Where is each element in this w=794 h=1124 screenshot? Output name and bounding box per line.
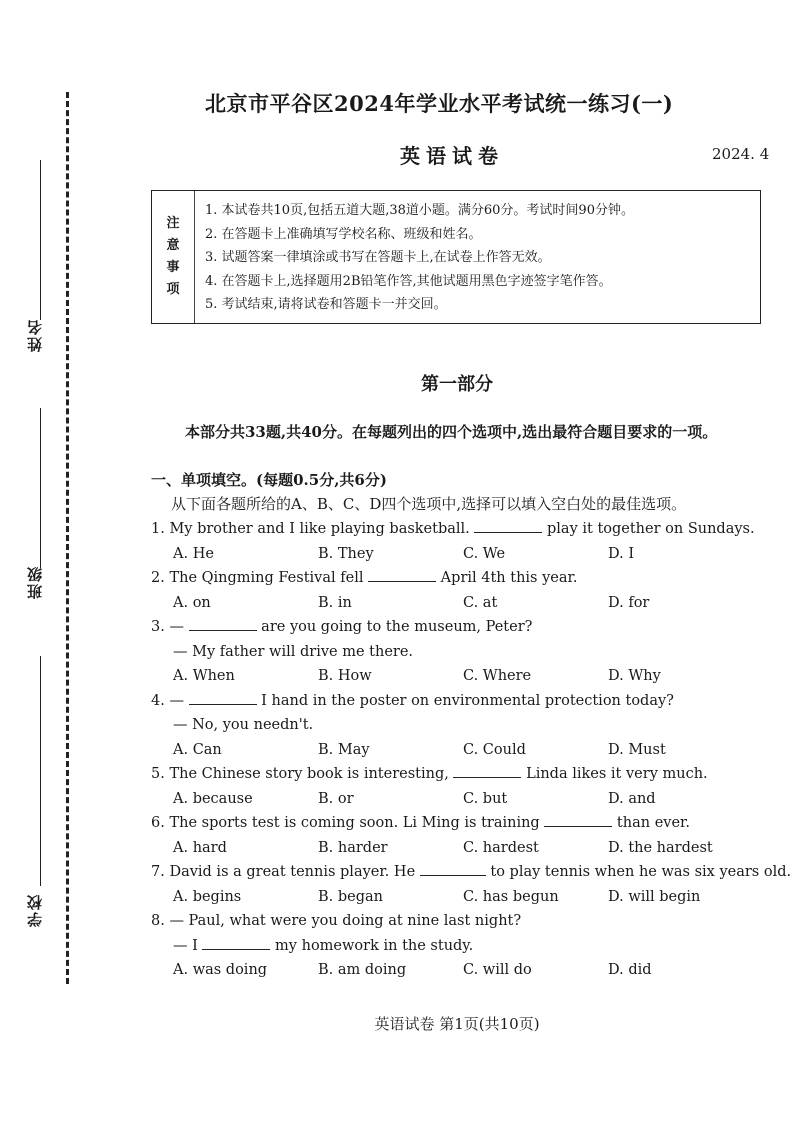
name-label: 姓名: [26, 318, 44, 352]
answer-option: A. was doing: [173, 962, 268, 978]
question-text: 5. The Chinese story book is interesting,: [151, 766, 454, 782]
answer-option: B. began: [318, 888, 384, 905]
option-row: [151, 664, 771, 689]
question-text: 6. The sports test is coming soon. Li Ming is training: [151, 815, 545, 831]
option-row: [151, 738, 771, 763]
question-text: 4. —: [151, 692, 189, 709]
answer-option: C. Could: [463, 741, 526, 758]
answer-blank: [189, 618, 257, 631]
answer-option: D. and: [608, 790, 656, 807]
answer-option: C. will do: [463, 962, 532, 978]
question-line: [151, 860, 792, 885]
notice-heading-char: 项: [166, 282, 180, 297]
question-line: [151, 811, 771, 836]
question-line: [151, 762, 771, 787]
answer-option: D. the hardest: [608, 839, 713, 856]
answer-option: B. How: [318, 668, 372, 684]
answer-blank: [368, 569, 436, 582]
answer-option: B. May: [318, 741, 370, 758]
question-line: — My father will drive me there.: [173, 643, 414, 660]
notice-box: [151, 190, 761, 324]
question-text: than ever.: [612, 815, 690, 831]
answer-option: A. Can: [173, 741, 222, 758]
answer-option: C. Where: [463, 668, 532, 684]
notice-heading-char: 意: [166, 238, 180, 253]
answer-option: D. Must: [608, 741, 666, 758]
question-item: [151, 615, 771, 689]
answer-option: D. I: [608, 545, 635, 562]
notice-item: 2. 在答题卡上准确填写学校名称、班级和姓名。: [205, 226, 482, 242]
question-text: 1. My brother and I like playing basketball.: [151, 521, 475, 537]
notice-item: 1. 本试卷共10页,包括五道大题,38道小题。满分60分。考试时间90分钟。: [205, 203, 634, 218]
option-row: [151, 885, 771, 910]
notice-heading-char: 注: [166, 216, 180, 231]
question-line: [151, 689, 771, 714]
answer-option: D. Why: [608, 668, 661, 684]
question-item: [151, 566, 771, 615]
answer-option: A. He: [173, 545, 214, 562]
question-text: my homework in the study.: [270, 937, 474, 954]
question-line: 8. — Paul, what were you doing at nine last night?: [151, 913, 522, 929]
question-text: to play tennis when he was six years old.: [485, 864, 792, 880]
binding-cut-line: [66, 92, 69, 984]
answer-blank: [189, 692, 257, 705]
school-label: 学校: [26, 893, 44, 927]
question-text: play it together on Sundays.: [542, 521, 755, 537]
option-row: [151, 958, 771, 983]
notice-heading: [152, 191, 195, 323]
school-blank-line: [40, 656, 41, 886]
notice-heading-char: 事: [166, 260, 180, 275]
exam-subtitle: 英语试卷: [400, 144, 504, 168]
question-text: I hand in the poster on environmental protection today?: [256, 692, 674, 709]
notice-item: 5. 考试结束,请将试卷和答题卡一并交回。: [205, 297, 447, 312]
question-line: [151, 934, 771, 959]
question-line: [151, 615, 771, 640]
question-item: [151, 689, 771, 763]
question-text: April 4th this year.: [436, 570, 578, 586]
answer-option: C. has begun: [463, 888, 559, 905]
class-label: 班级: [26, 565, 44, 599]
notice-item: 3. 试题答案一律填涂或书写在答题卡上,在试卷上作答无效。: [205, 250, 551, 265]
question-text: Linda likes it very much.: [521, 766, 708, 782]
answer-blank: [420, 863, 486, 876]
answer-option: A. because: [173, 790, 253, 807]
exam-date: 2024. 4: [712, 145, 770, 163]
answer-option: D. will begin: [608, 888, 701, 905]
answer-option: A. When: [173, 668, 235, 684]
answer-option: B. am doing: [318, 962, 407, 978]
question-text: are you going to the museum, Peter?: [256, 619, 533, 635]
notice-item: 4. 在答题卡上,选择题用2B铅笔作答,其他试题用黑色字迹签字笔作答。: [205, 273, 612, 289]
question-list: [151, 517, 792, 983]
question-text: — I: [173, 937, 203, 954]
answer-option: B. harder: [318, 839, 388, 856]
answer-option: D. for: [608, 594, 650, 611]
question-item: [151, 909, 771, 983]
option-row: [151, 591, 771, 616]
answer-blank: [453, 765, 521, 778]
exam-title: 北京市平谷区2024年学业水平考试统一练习(一): [205, 91, 674, 116]
answer-blank: [474, 520, 542, 533]
answer-option: A. hard: [173, 839, 227, 856]
answer-option: A. on: [173, 594, 211, 611]
name-blank-line: [40, 160, 41, 320]
answer-option: C. but: [463, 790, 508, 807]
answer-option: B. or: [318, 790, 354, 807]
question-text: 2. The Qingming Festival fell: [151, 570, 369, 586]
question-line: — No, you needn't.: [173, 717, 314, 733]
answer-option: A. begins: [173, 888, 242, 905]
question-line: [151, 566, 771, 591]
notice-list: [195, 191, 634, 323]
class-blank-line: [40, 408, 41, 568]
answer-option: C. at: [463, 594, 498, 611]
question-text: 3. —: [151, 619, 189, 635]
question-item: [151, 860, 792, 909]
answer-option: C. hardest: [463, 839, 539, 856]
answer-option: C. We: [463, 545, 506, 562]
question-line: [151, 517, 771, 542]
answer-option: B. in: [318, 594, 352, 611]
option-row: [151, 542, 771, 567]
option-row: [151, 787, 771, 812]
answer-blank: [544, 814, 612, 827]
answer-option: D. did: [608, 962, 652, 978]
page-footer: 英语试卷 第1页(共10页): [374, 1015, 540, 1033]
question-item: [151, 811, 771, 860]
answer-option: B. They: [318, 545, 374, 562]
question-item: [151, 762, 771, 811]
section-heading: 一、单项填空。(每题0.5分,共6分): [151, 471, 387, 489]
section-instruction: 从下面各题所给的A、B、C、D四个选项中,选择可以填入空白处的最佳选项。: [171, 495, 687, 513]
answer-blank: [202, 937, 270, 950]
option-row: [151, 836, 771, 861]
question-item: [151, 517, 771, 566]
part-intro: 本部分共33题,共40分。在每题列出的四个选项中,选出最符合题目要求的一项。: [185, 423, 718, 441]
question-text: 7. David is a great tennis player. He: [151, 864, 420, 880]
part-title: 第一部分: [421, 374, 493, 395]
